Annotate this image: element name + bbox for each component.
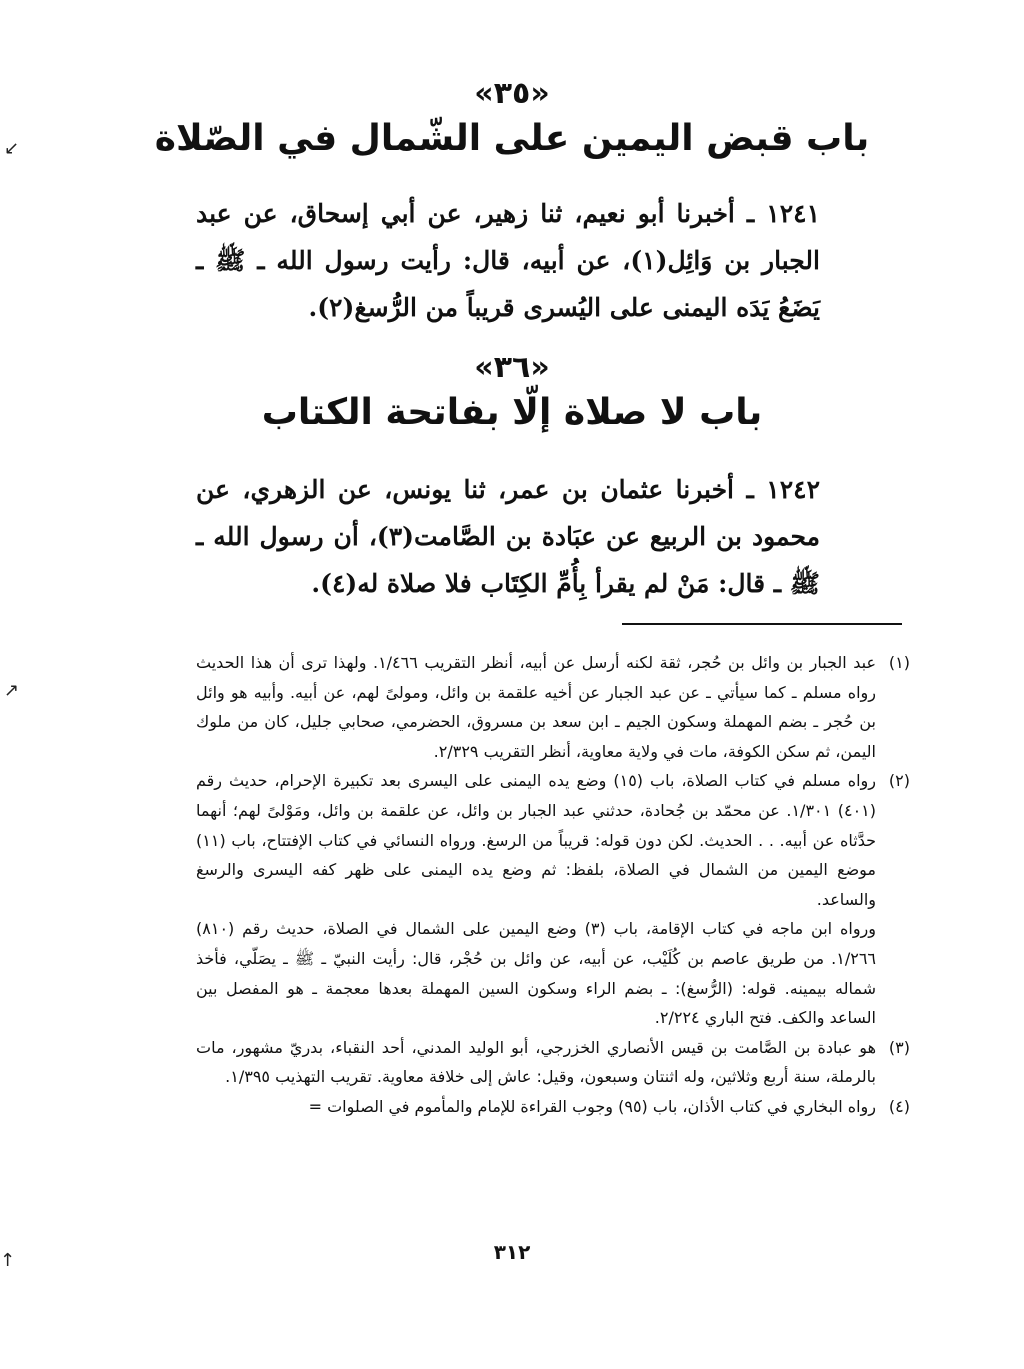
footnote-number: (٤) bbox=[888, 1096, 910, 1116]
hadith-1241-text: ١٢٤١ ـ أخبرنا أبو نعيم، ثنا زهير، عن أبي إسحاق، عن عبد الجبار بن وَائِل(١)، عن أبيه، قال: رأيت رسول الله ـ ﷺ ـ يَضَعُ يَدَه اليمنى على اليُسرى قريباً من الرُّسغ(٢). bbox=[196, 199, 820, 322]
margin-mark-icon: ↙ bbox=[4, 138, 20, 159]
footnote-text: عبد الجبار بن وائل بن حُجر، ثقة لكنه أرسل عن أبيه، أنظر التقريب ١/٤٦٦. ولهذا ترى أن هذا الحديث رواه مسلم ـ كما سيأتي ـ عن عبد الجبار عن أخيه علقمة بن وائل، ومولىً لهم، عن أبيه. وأبيه هو وائل بن حُجر ـ بضم المهملة وسكون الجيم ـ ابن سعد بن مسروق، الحضرمي، صحابي جليل، كان من ملوك اليمن، ثم سكن الكوفة، مات في ولاية معاوية، أنظر التقريب ٢/٣٢٩. bbox=[196, 653, 877, 761]
chapter-35-title: باب قبض اليمين على الشّمال في الصّلاة bbox=[154, 118, 870, 159]
chapter-36-title: باب لا صلاة إلّا بفاتحة الكتاب bbox=[261, 392, 763, 433]
footnote-1 bbox=[196, 648, 910, 766]
margin-mark-icon: ↗ bbox=[4, 680, 20, 701]
chapter-35-number: «٣٥» bbox=[474, 76, 550, 111]
footnote-text: هو عبادة بن الصَّامت بن قيس الأنصاري الخزرجي، أبو الوليد المدني، أحد النقباء، بدريّ مشهور، مات بالرملة، سنة أربع وثلاثين، وله اثنتان وسبعون، وقيل: عاش إلى خلافة معاوية. تقريب التهذيب ١/٣٩٥. bbox=[196, 1037, 876, 1087]
footnote-text: رواه مسلم في كتاب الصلاة، باب (١٥) وضع يده اليمنى على اليسرى بعد تكبيرة الإحرام، حديث رقم (٤٠١) ١/٣٠١. عن محمّد بن جُحادة، حدثني عبد الجبار بن وائل، عن علقمة بن وائل، ومَوْلىً لهم؛ أنهما حدَّثاه عن أبيه. . . الحديث. لكن دون قوله: قريباً من الرسغ. ورواه النسائي في كتاب الإفتتاح، باب (١١) موضع اليمين من الشمال في الصلاة، بلفظ: ثم وضع يده اليمنى على ظهر كفه اليسرى والرسغ والساعد. bbox=[196, 771, 877, 909]
page-number: ٣١٢ bbox=[493, 1240, 531, 1264]
chapter-36-number: «٣٦» bbox=[474, 350, 550, 385]
footnote-2-continuation: ورواه ابن ماجه في كتاب الإقامة، باب (٣) وضع اليمين على الشمال في الصلاة، حديث رقم (٨١٠) ١/٢٦٦. من طريق عاصم بن كُلَيْب، عن أبيه، عن وائل بن حُجْر، قال: رأيت النبيّ ـ ﷺ ـ يصَلّي، فأخذ شماله بيمينه. قوله: (الرُّسغ): ـ بضم الراء وسكون السين المهملة بعدها معجمة ـ هو المفصل بين الساعد والكف. فتح الباري ٢/٢٢٤. bbox=[196, 919, 877, 1028]
footnote-number: (١) bbox=[888, 653, 910, 672]
footnote-number: (٢) bbox=[888, 771, 910, 791]
margin-mark-icon: ↑ bbox=[0, 1250, 16, 1271]
footnote-divider bbox=[622, 623, 902, 625]
footnote-3 bbox=[196, 1033, 910, 1092]
footnote-2 bbox=[196, 766, 910, 914]
footnote-text: رواه البخاري في كتاب الأذان، باب (٩٥) وجوب القراءة للإمام والمأموم في الصلوات = bbox=[308, 1096, 876, 1116]
footnote-4 bbox=[196, 1092, 910, 1122]
footnotes bbox=[196, 648, 910, 1122]
hadith-1242-text: ١٢٤٢ ـ أخبرنا عثمان بن عمر، ثنا يونس، عن الزهري، عن محمود بن الربيع عن عبَادة بن الصَّامت(٣)، أن رسول الله ـ ﷺ ـ قال: مَنْ لم يقرأ بِأُمِّ الكِتَاب فلا صلاة له(٤). bbox=[196, 475, 821, 598]
footnote-number: (٣) bbox=[888, 1037, 910, 1057]
